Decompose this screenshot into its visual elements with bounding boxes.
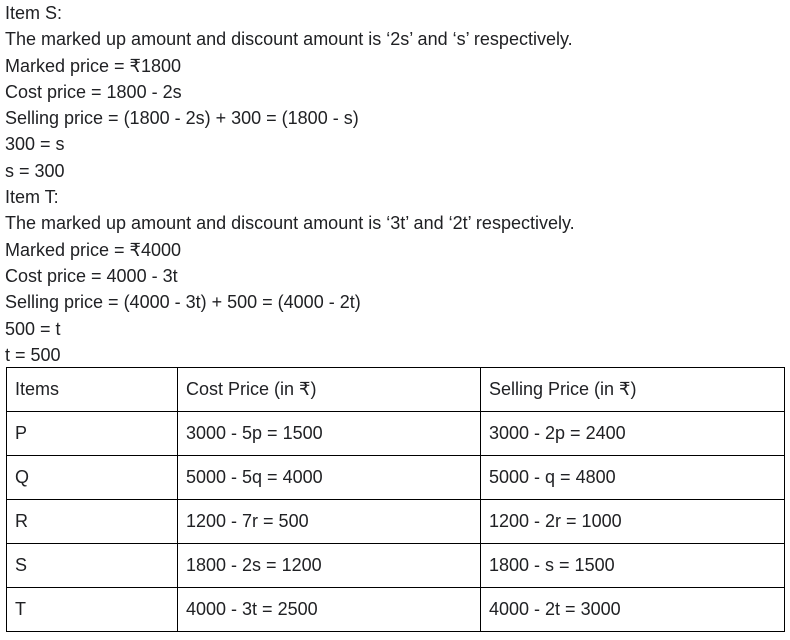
table-cell-cost: 4000 - 3t = 2500	[178, 588, 481, 632]
table-cell-selling: 4000 - 2t = 3000	[481, 588, 785, 632]
item-t-equation: 500 = t	[5, 318, 61, 339]
item-s-marked-price: Marked price = ₹1800	[5, 55, 182, 76]
item-t-selling-price: Selling price = (4000 - 3t) + 500 = (4000 - 2t)	[5, 292, 361, 313]
item-s-description: The marked up amount and discount amount is ‘2s’ and ‘s’ respectively.	[5, 29, 573, 50]
item-s-result: s = 300	[5, 160, 65, 181]
table-cell-cost: 1200 - 7r = 500	[178, 500, 481, 544]
table-cell-item: R	[7, 500, 178, 544]
table-cell-selling: 1200 - 2r = 1000	[481, 500, 785, 544]
item-s-heading: Item S:	[5, 3, 63, 23]
item-t-result: t = 500	[5, 344, 61, 365]
table-row	[7, 456, 785, 500]
item-t-marked-price: Marked price = ₹4000	[5, 239, 182, 260]
table-row	[7, 544, 785, 588]
price-table	[6, 367, 785, 632]
table-cell-item: T	[7, 588, 178, 632]
table-cell-selling: 5000 - q = 4800	[481, 456, 785, 500]
solution-text	[5, 0, 785, 368]
item-s-equation: 300 = s	[5, 134, 65, 155]
item-s-cost-price: Cost price = 1800 - 2s	[5, 81, 182, 102]
table-cell-item: P	[7, 412, 178, 456]
table-cell-cost: 3000 - 5p = 1500	[178, 412, 481, 456]
header-cost-price: Cost Price (in ₹)	[178, 368, 481, 412]
table-cell-selling: 3000 - 2p = 2400	[481, 412, 785, 456]
item-t-heading: Item T:	[5, 187, 59, 208]
header-items: Items	[7, 368, 178, 412]
table-header-row	[7, 368, 785, 412]
item-t-description: The marked up amount and discount amount is ‘3t’ and ‘2t’ respectively.	[5, 213, 575, 234]
table-cell-cost: 5000 - 5q = 4000	[178, 456, 481, 500]
table-row	[7, 412, 785, 456]
table-cell-item: Q	[7, 456, 178, 500]
table-row	[7, 500, 785, 544]
table-cell-cost: 1800 - 2s = 1200	[178, 544, 481, 588]
table-cell-selling: 1800 - s = 1500	[481, 544, 785, 588]
table-cell-item: S	[7, 544, 178, 588]
header-selling-price: Selling Price (in ₹)	[481, 368, 785, 412]
table-row	[7, 588, 785, 632]
item-s-selling-price: Selling price = (1800 - 2s) + 300 = (1800 - s)	[5, 108, 359, 129]
item-t-cost-price: Cost price = 4000 - 3t	[5, 265, 178, 286]
